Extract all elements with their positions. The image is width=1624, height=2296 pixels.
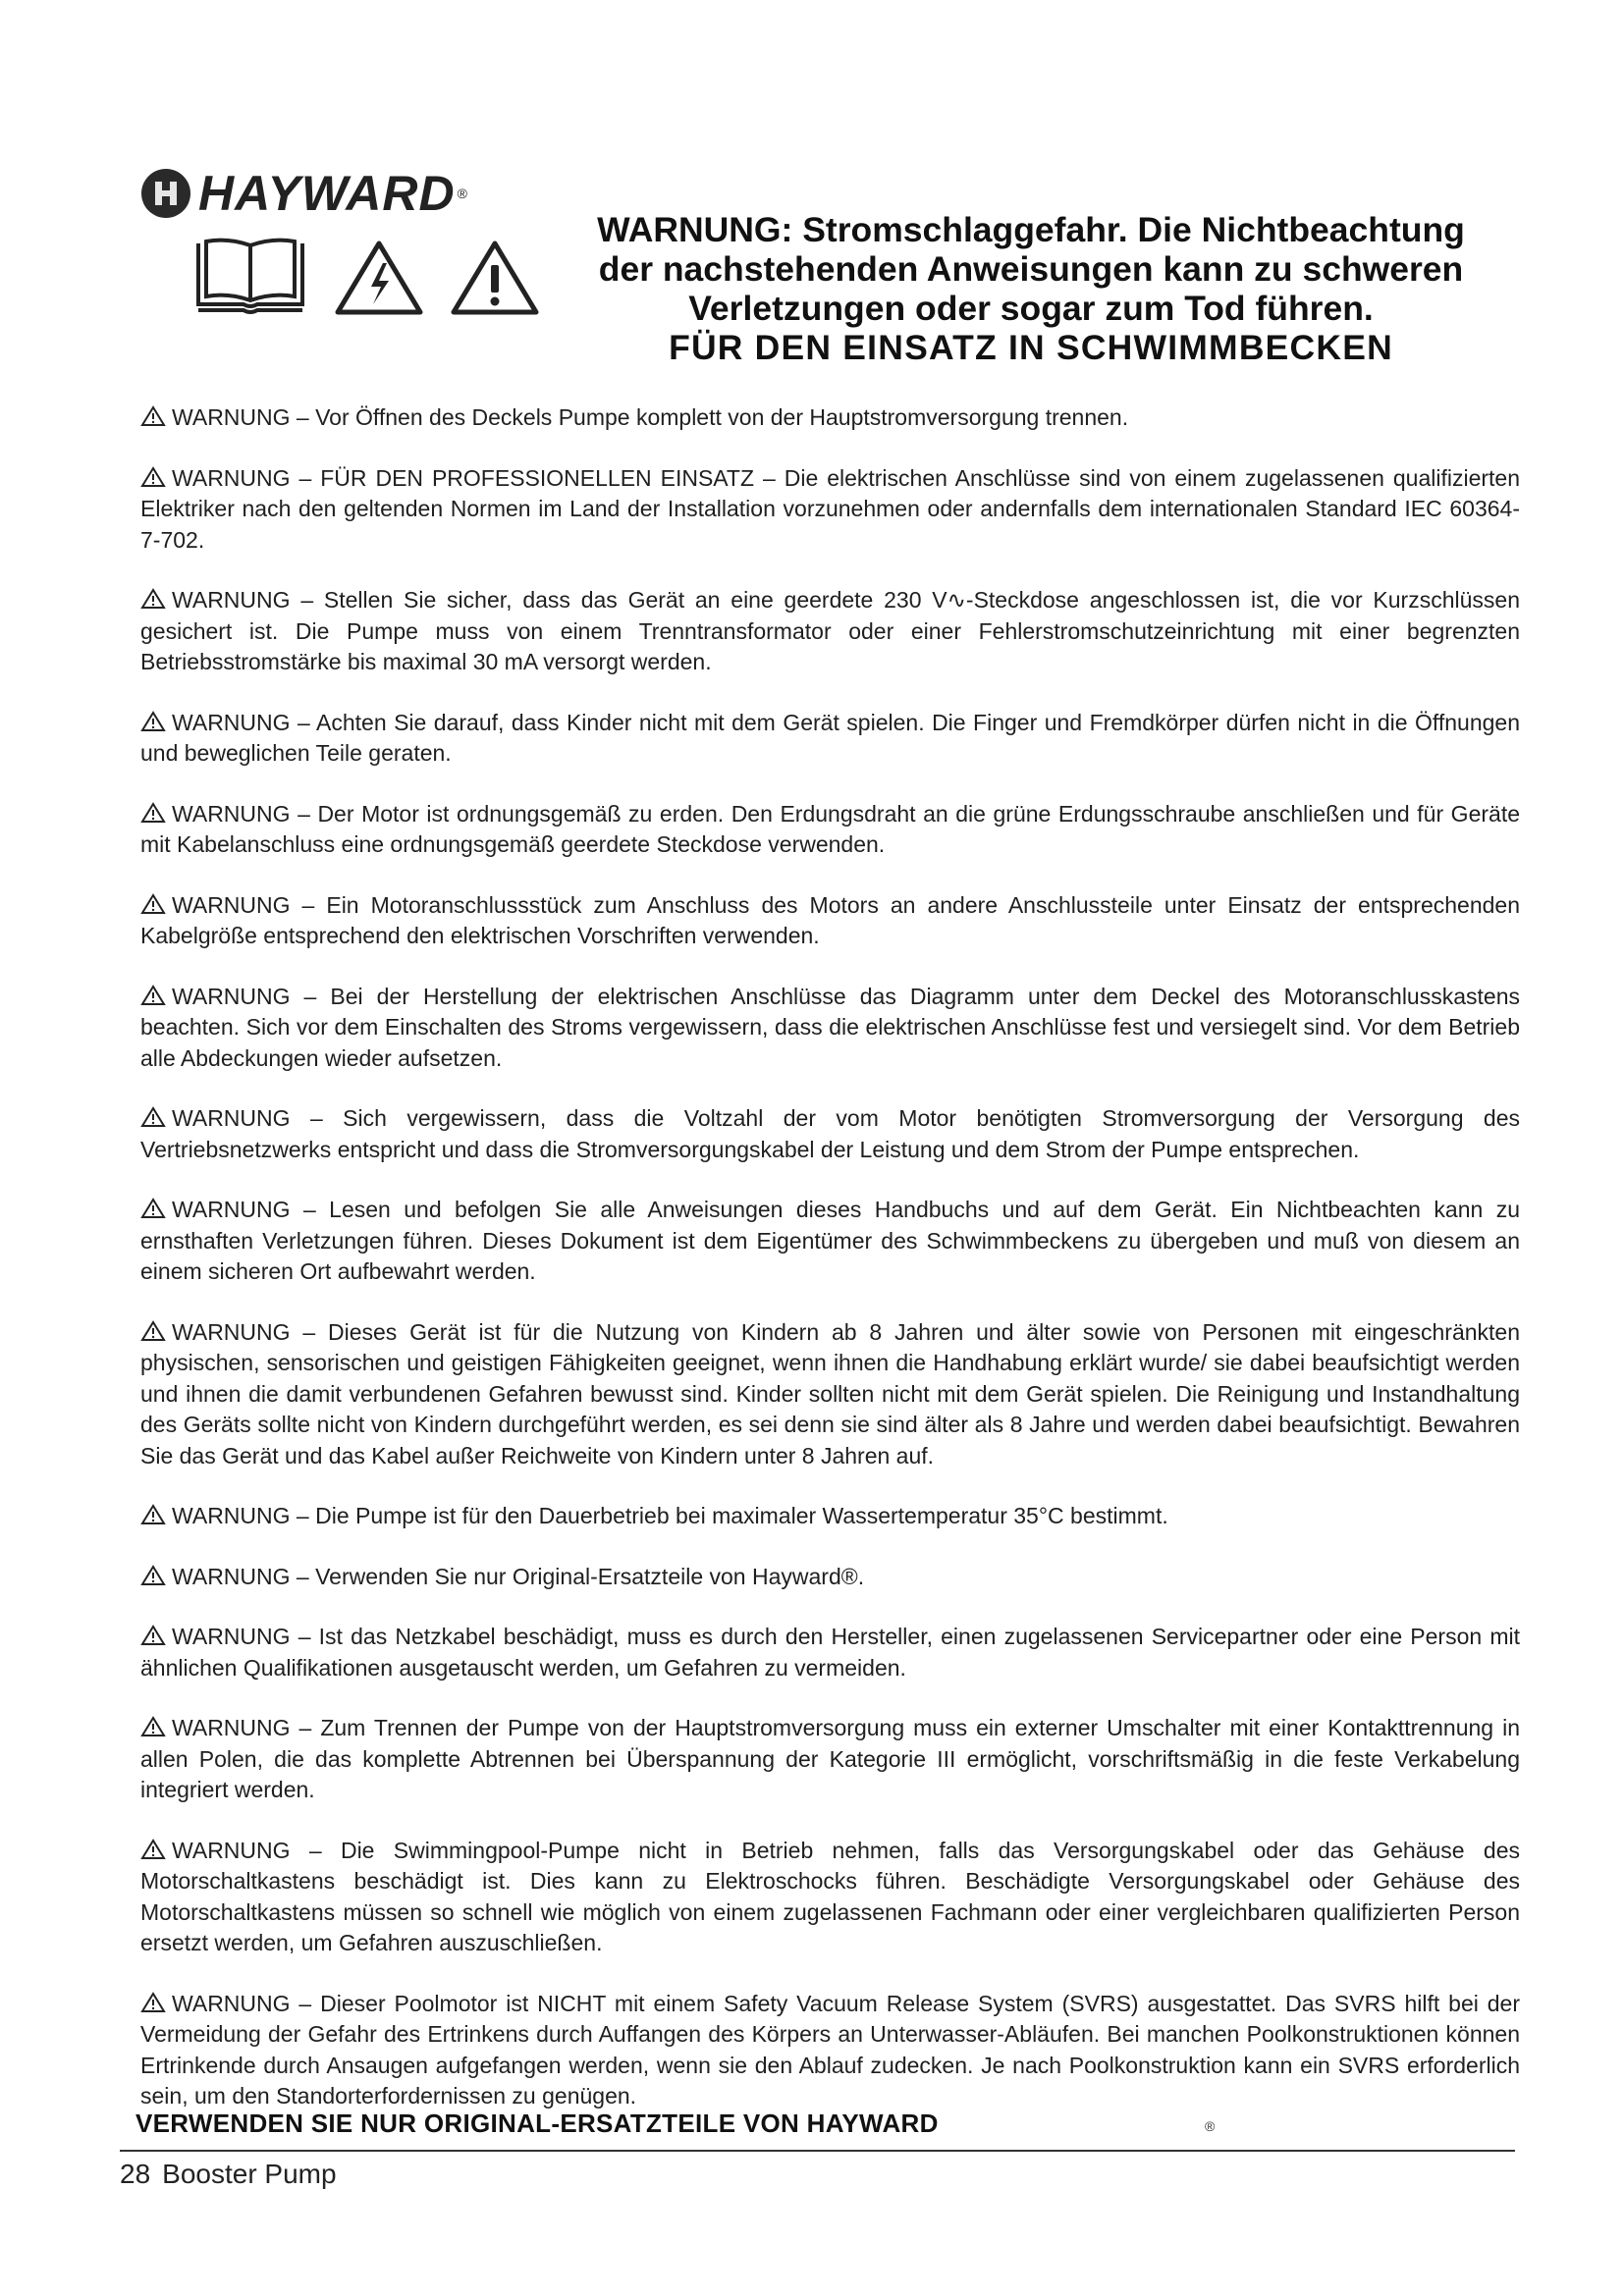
warning-paragraph [140, 1317, 1520, 1472]
warning-paragraph [140, 1622, 1520, 1683]
warning-paragraph [140, 799, 1520, 861]
warning-triangle-icon [140, 466, 166, 488]
warning-paragraph [140, 890, 1520, 952]
warning-triangle-icon [140, 1992, 166, 2013]
warnings-list [140, 402, 1520, 2142]
manual-book-icon [192, 236, 308, 316]
warning-paragraph [140, 402, 1520, 434]
warning-text: WARNUNG – Vor Öffnen des Deckels Pumpe komplett von der Hauptstromversorgung trennen. [172, 404, 1129, 430]
footer-divider [120, 2150, 1515, 2152]
warning-paragraph [140, 463, 1520, 557]
warning-text: WARNUNG – Der Motor ist ordnungsgemäß zu erden. Den Erdungsdraht an die grüne Erdungsschraube anschließen und für Geräte mit Kabelanschluss eine ordnungsgemäß geerdete Steckdose verwenden. [140, 800, 1520, 857]
warning-paragraph [140, 708, 1520, 770]
warning-text: WARNUNG – Dieses Gerät ist für die Nutzung von Kindern ab 8 Jahren und älter sowie von Personen mit eingeschränkten physischen, sensorischen und geistigen Fähigkeiten geeignet, wenn ihnen die Handhabung erklärt wurde/ sie dabei beaufsichtigt werden und ihnen die damit verbundenen Gefahren bewusst sind. Kinder sollten nicht mit dem Gerät spielen. Die Reinigung und Instandhaltung des Geräts sollte nicht von Kindern durchgeführt werden, es sei denn sie sind älter als 8 Jahre und werden dabei beaufsichtigt. Bewahren Sie das Gerät und das Kabel außer Reichweite von Kindern unter 8 Jahren auf. [140, 1318, 1520, 1468]
page-number: 28 [120, 2159, 151, 2189]
warning-paragraph [140, 982, 1520, 1075]
warning-triangle-icon [140, 1504, 166, 1525]
warning-text: WARNUNG – Die Swimmingpool-Pumpe nicht in Betrieb nehmen, falls das Versorgungskabel oder das Gehäuse des Motorschaltkastens beschädigt ist. Dies kann zu Elektroschocks führen. Beschädigte Versorgungskabel oder Gehäuse des Motorschaltkastens müssen so schnell wie möglich von einem zugelassenen Fachmann oder einer vergleichbaren qualifizierten Person ersetzt werden, um Gefahren auszuschließen. [140, 1837, 1520, 1955]
warning-text: WARNUNG – Achten Sie darauf, dass Kinder nicht mit dem Gerät spielen. Die Finger und Fremdkörper dürfen nicht in die Öffnungen und beweglichen Teile geraten. [140, 709, 1520, 766]
warning-text: WARNUNG – Bei der Herstellung der elektrischen Anschlüsse das Diagramm unter dem Deckel des Motoranschlusskastens beachten. Sich vor dem Einschalten des Stroms vergewissern, dass die elektrischen Anschlüsse fest und versiegelt sind. Vor dem Betrieb alle Abdeckungen wieder aufsetzen. [140, 983, 1520, 1071]
warning-triangle-icon [140, 1565, 166, 1586]
safety-icons [192, 236, 540, 316]
warning-triangle-icon [140, 802, 166, 824]
warning-text: WARNUNG – FÜR DEN PROFESSIONELLEN EINSATZ – Die elektrischen Anschlüsse sind von einem zugelassenen qualifizierten Elektriker nach den geltenden Normen im Land der Installation vorzunehmen oder andernfalls dem internationalen Standard IEC 60364-7-702. [140, 464, 1520, 553]
headline-line-3: Verletzungen oder sogar zum Tod führen. [688, 289, 1374, 328]
warning-headline [550, 210, 1512, 367]
warning-text: WARNUNG – Sich vergewissern, dass die Voltzahl der vom Motor benötigten Stromversorgung der Versorgung des Vertriebsnetzwerks entspricht und dass die Stromversorgungskabel der Leistung und dem Strom der Pumpe entsprechen. [140, 1105, 1520, 1162]
electrical-hazard-icon [334, 238, 424, 316]
warning-triangle-icon [140, 1320, 166, 1342]
product-name: Booster Pump [162, 2159, 337, 2189]
warning-text: WARNUNG – Stellen Sie sicher, dass das Gerät an eine geerdete 230 V∿-Steckdose angeschlossen ist, die vor Kurzschlüssen gesichert ist. Die Pumpe muss von einem Trenntransformator oder einer Fehlerstromschutzeinrichtung mit einer begrenzten Betriebsstromstärke bis maximal 30 mA versorgt werden. [140, 587, 1520, 674]
warning-triangle-icon [140, 1625, 166, 1646]
warning-text: WARNUNG – Lesen und befolgen Sie alle Anweisungen dieses Handbuchs und auf dem Gerät. Ein Nichtbeachten kann zu ernsthaften Verletzungen führen. Dieses Dokument ist dem Eigentümer des Schwimmbeckens zu übergeben und muß von diesem an einem sicheren Ort aufbewahrt werden. [140, 1197, 1520, 1284]
headline-line-2: der nachstehenden Anweisungen kann zu schweren [598, 249, 1464, 289]
warning-paragraph [140, 1103, 1520, 1165]
warning-paragraph [140, 585, 1520, 678]
page-footer [120, 2159, 349, 2190]
brand-name: HAYWARD [198, 166, 456, 221]
warning-text: WARNUNG – Ist das Netzkabel beschädigt, muss es durch den Hersteller, einen zugelassenen Servicepartner oder eine Person mit ähnlichen Qualifikationen ausgetauscht werden, um Gefahren zu vermeiden. [140, 1624, 1520, 1681]
genuine-parts-notice: VERWENDEN SIE NUR ORIGINAL-ERSATZTEILE VON HAYWARD [135, 2109, 939, 2138]
warning-paragraph [140, 1836, 1520, 1959]
warning-triangle-icon [140, 405, 166, 427]
warning-text: WARNUNG – Dieser Poolmotor ist NICHT mit einem Safety Vacuum Release System (SVRS) ausgestattet. Das SVRS hilft bei der Vermeidung der Gefahr des Ertrinkens durch Auffangen des Körpers an Unterwasser-Abläufen. Bei manchen Poolkonstruktionen können Ertrinkende durch Ansaugen aufgefangen werden, wenn sie den Ablauf zudecken. Je nach Poolkonstruktion kann ein SVRS erforderlich sein, um den Standorterfordernissen zu genügen. [140, 1990, 1520, 2109]
warning-triangle-icon [140, 1716, 166, 1737]
headline-line-4: FÜR DEN EINSATZ IN SCHWIMMBECKEN [669, 328, 1393, 367]
hayward-logo [141, 165, 467, 222]
warning-triangle-icon [140, 1839, 166, 1860]
warning-text: WARNUNG – Die Pumpe ist für den Dauerbetrieb bei maximaler Wassertemperatur 35°C bestimmt. [172, 1503, 1168, 1528]
warning-text: WARNUNG – Ein Motoranschlussstück zum Anschluss des Motors an andere Anschlussteile unter Einsatz der entsprechenden Kabelgröße entsprechend den elektrischen Vorschriften verwenden. [140, 891, 1520, 948]
brand-registered-mark: ® [457, 186, 467, 201]
warning-paragraph [140, 1989, 1520, 2112]
headline-line-1: WARNUNG: Stromschlaggefahr. Die Nichtbeachtung [597, 210, 1465, 249]
warning-paragraph [140, 1501, 1520, 1532]
genuine-parts-registered-mark: ® [1205, 2118, 1216, 2134]
warning-triangle-icon [140, 588, 166, 610]
general-warning-icon [450, 238, 540, 316]
warning-paragraph [140, 1713, 1520, 1806]
warning-text: WARNUNG – Verwenden Sie nur Original-Ersatzteile von Hayward®. [172, 1563, 865, 1589]
warning-paragraph [140, 1195, 1520, 1288]
warning-triangle-icon [140, 893, 166, 915]
warning-paragraph [140, 1562, 1520, 1593]
warning-triangle-icon [140, 1106, 166, 1128]
warning-triangle-icon [140, 985, 166, 1006]
warning-triangle-icon [140, 1198, 166, 1219]
hayward-emblem-icon [141, 169, 190, 218]
warning-text: WARNUNG – Zum Trennen der Pumpe von der Hauptstromversorgung muss ein externer Umschalter mit einer Kontakttrennung in allen Polen, die das komplette Abtrennen bei Überspannung der Kategorie III ermöglicht, vorschriftsmäßig in die feste Verkabelung integriert werden. [140, 1715, 1520, 1802]
warning-triangle-icon [140, 711, 166, 732]
